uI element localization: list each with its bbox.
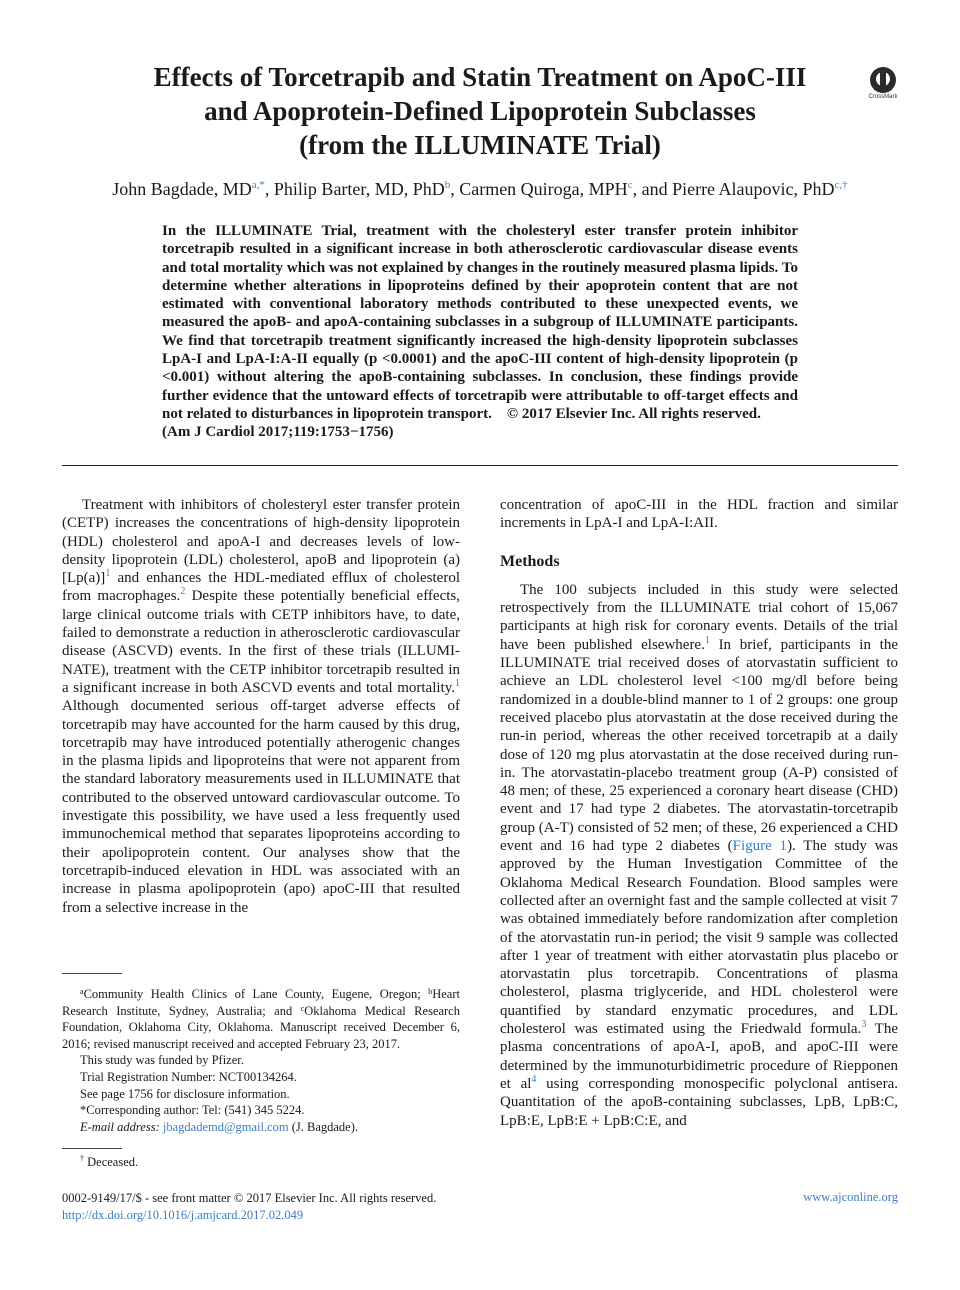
reference-link[interactable]: 1 [455, 677, 460, 689]
body-text: Despite these potentially beneficial effects, large clinical outcome trials with CETP inhibitors have, to date, failed to demonstrate a reduction in atherosclerotic cardiovascular disease (ASCVD) events. In the first of these trials (ILLUMI-NATE), treatment with the CETP inhibitor torcetrapib resulted in a significant increase in both ASCVD events and total mortality. [62, 588, 460, 696]
email-suffix: (J. Bagdade). [288, 1119, 359, 1134]
reference-link[interactable]: 1 [105, 568, 111, 580]
affiliation-marker: c [300, 1003, 305, 1013]
reference-link[interactable]: 3 [861, 1019, 867, 1031]
body-text: using corresponding monospecific polyclonal antisera. Quantitation of the apoB-containing subclasses, LpB, LpB:C, LpB:E, LpB:E + LpB:C:E, and [500, 1075, 898, 1129]
journal-website-link[interactable]: www.ajconline.org [803, 1190, 898, 1204]
abstract [162, 222, 798, 442]
author-affiliation-link[interactable]: c [627, 179, 633, 191]
author-name: John Bagdade, MD [112, 179, 252, 199]
doi-link[interactable]: http://dx.doi.org/10.1016/j.amjcard.2017.02.049 [62, 1208, 304, 1222]
reference-link[interactable]: 2 [180, 586, 186, 598]
abstract-copyright: © 2017 Elsevier Inc. All rights reserved. [506, 405, 761, 422]
deceased-note [80, 1154, 138, 1170]
title-line-1: Effects of Torcetrapib and Statin Treatment on ApoC-III [153, 62, 807, 92]
body-text: ). The study was approved by the Human Investigation Committee of the Oklahoma Medical Research Foundation. Blood samples were collected after an overnight fast and the sample collected at visit 7 was obtained immediately before randomization after completion of the atorvastatin run-in period; the visit 9 sample was collected after 1 year of treatment with either atorvastatin plus placebo or atorvastatin plus torcetrapib. Concentrations of plasma cholesterol, plasma triglyceride, and HDL cholesterol were quantified by standard enzymatic procedures, and LDL cholesterol was estimated using the Friedwald formula. [500, 838, 898, 1038]
body-text: In brief, participants in the ILLUMINATE trial received doses of atorvastatin sufficient to achieve an LDL cholesterol level <100 mg/dl before being randomized in a double-blind manner to 1 of 2 groups: one group received placebo plus atorvastatin at the dose received during the run-in period, whereas the other received torcetrapib at a daily dose of 120 mg plus atorvastatin at the dose received during run-in. The atorvastatin-placebo treatment group (A-P) consisted of 48 men; of these, 25 experienced a coronary heart disease (CHD) event and 17 had type 2 diabetes. The atorvastatin-torcetrapib group (A-T) consisted of 52 men; of these, 26 experienced a CHD event and 16 had type 2 diabetes ( [500, 636, 898, 855]
body-text: The plasma concentrations of apoA-I, apoB, and apoC-III were determined by the immunoturbidimetric procedure of Riepponen et al [500, 1021, 898, 1092]
affiliations-note [62, 986, 460, 1052]
abstract-divider [62, 465, 898, 466]
title-line-2: and Apoprotein-Defined Lipoprotein Subclasses [204, 96, 756, 126]
deceased-text: Deceased. [87, 1155, 139, 1170]
affiliation-marker: b [428, 987, 433, 996]
crossmark-label: CrossMark [868, 94, 898, 100]
author-name: , Carmen Quiroga, MPH [450, 179, 628, 199]
corresponding-note: *Corresponding author: Tel: (541) 345 5224. [80, 1103, 305, 1118]
abstract-text: In the ILLUMINATE Trial, treatment with the cholesteryl ester transfer protein inhibitor torcetrapib resulted in a significant increase in both atherosclerotic cardiovascular disease events and total mortality which was not explained by changes in the routinely measured plasma lipids. To determine whether alterations in lipoproteins defined by their apoprotein content that are not estimated with conventional laboratory methods contributed to these unexpected events, we measured the apoB- and apoA-containing subclasses in a subgroup of ILLUMINATE participants. We find that torcetrapib treatment significantly increased the high-density lipoprotein subclasses LpA-I and LpA-I:A-II equally (p <0.0001) and the apoC-III content of high-density lipoprotein (p <0.001) without altering the apoB-containing subclasses. In conclusion, these findings provide further evidence that the untoward effects of torcetrapib were attributable to off-target effects and not related to disturbances in lipoprotein transport. [162, 223, 798, 422]
left-column [62, 496, 460, 917]
author-affiliation-link[interactable]: b [444, 179, 451, 191]
figure-link[interactable]: Figure 1 [732, 838, 788, 855]
abstract-citation: (Am J Cardiol 2017;119:1753−1756) [162, 424, 394, 441]
footer-left [62, 1190, 436, 1224]
author-name: , Philip Barter, MD, PhD [264, 179, 445, 199]
email-link[interactable]: jbagdademd@gmail.com [162, 1119, 289, 1134]
author-affiliation-link[interactable]: a,* [251, 179, 265, 191]
body-text: Treatment with inhibitors of cholesteryl ester transfer protein (CETP) increases the concentrations of high-density lipoprotein (HDL) cholesterol and apoA-I and decreases levels of low-density lipoprotein (LDL) cholesterol, apoB and lipoprotein (a) [Lp(a)] [62, 497, 460, 587]
crossmark-icon[interactable] [868, 67, 898, 105]
affiliation-text: Oklahoma Medical Research Foundation, Oklahoma City, Oklahoma. Manuscript received December 6, 2016; revised manuscript received and accepted February 23, 2017. [62, 1003, 460, 1051]
funding-note: This study was funded by Pfizer. [80, 1053, 244, 1068]
body-text: and enhances the HDL-mediated efflux of cholesterol from macrophages. [62, 570, 460, 605]
author-list [30, 176, 930, 202]
affiliation-marker: a [80, 987, 84, 996]
reference-link[interactable]: 4 [531, 1073, 537, 1085]
affiliation-text: Community Health Clinics of Lane County, Eugene, Oregon; [83, 987, 429, 1001]
body-text: The 100 subjects included in this study were selected retrospectively from the ILLUMINATE trial cohort of 15,067 participants at high risk for coronary events. Details of the trial have been published elsewhere. [500, 581, 898, 653]
issn-line: 0002-9149/17/$ - see front matter © 2017 Elsevier Inc. All rights reserved. [62, 1191, 437, 1205]
author-name: , and Pierre Alaupovic, PhD [632, 179, 835, 199]
deceased-marker: † [80, 1154, 84, 1163]
email-note [62, 1119, 460, 1136]
footnote-divider [62, 973, 122, 974]
footnote-divider-2 [62, 1148, 122, 1149]
article-title [100, 60, 860, 162]
email-label: E-mail address: [80, 1119, 160, 1134]
methods-paragraph [500, 581, 898, 1130]
reference-link[interactable]: 1 [704, 634, 710, 646]
footnotes [62, 986, 460, 1135]
body-text: Although documented serious off-target adverse effects of torcetrapib may have accounted for the harm caused by this drug, torcetrapib may have introduced potentially atherogenic changes in the plasma lipids and lipoproteins that were not apparent from the standard laboratory measurements used in ILLUMINATE that contributed to the observed untoward cardiovascular outcome. To investigate this possibility, we have used a less frequently used immunochemical method that separates lipoproteins according to their apolipoprotein content. Our analyses show that the torcetrapib-induced elevation in HDL was associated with an increase in plasma apolipoprotein (apo) apoC-III that resulted from a selective increase in the [62, 698, 460, 916]
author-affiliation-link[interactable]: c,† [834, 179, 848, 191]
intro-paragraph [62, 496, 460, 917]
methods-heading: Methods [500, 552, 560, 570]
title-line-3: (from the ILLUMINATE Trial) [299, 130, 661, 160]
registration-note: Trial Registration Number: NCT00134264. [80, 1069, 297, 1084]
intro-continuation: concentration of apoC-III in the HDL fraction and similar increments in LpA-I and LpA-I:AII. [500, 497, 898, 532]
affiliation-text: Heart Research Institute, Sydney, Australia; and [62, 987, 460, 1018]
disclosure-note: See page 1756 for disclosure information. [80, 1086, 290, 1101]
right-column [500, 496, 898, 1130]
